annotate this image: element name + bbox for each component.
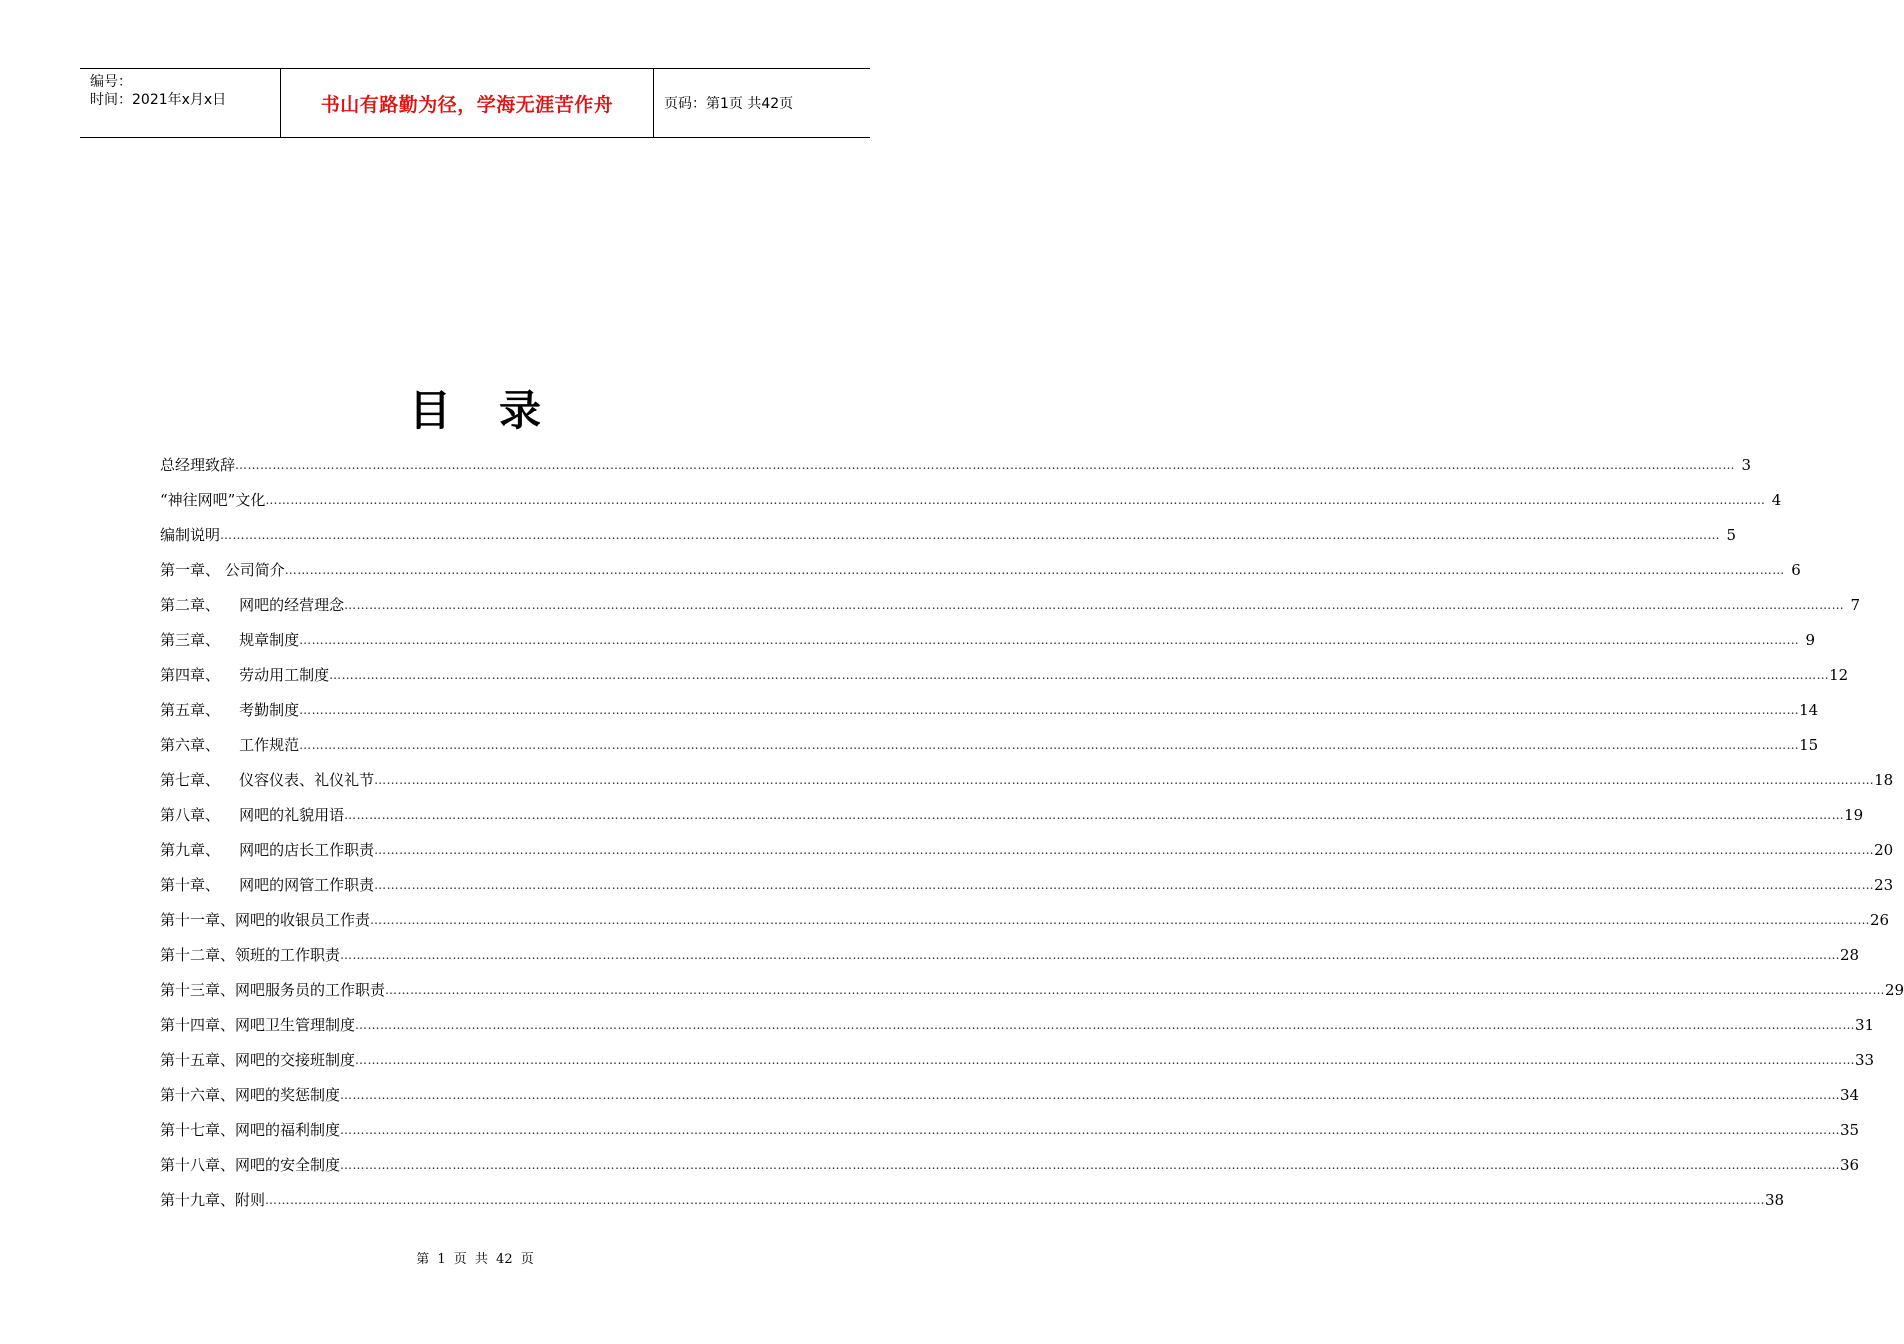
toc-entry-page: 29 — [1885, 980, 1904, 999]
toc-leader-dots: ……………………………………………………………………………………………………………………………………………………………………………………………………………………………………………………………………………………………………………………………… — [299, 738, 1800, 752]
toc-entry-label: 第九章、 网吧的店长工作职责 — [160, 841, 375, 859]
toc-entry-page: 34 — [1840, 1085, 1860, 1104]
toc-entry-page: 33 — [1855, 1050, 1875, 1069]
toc-entry-label: 第十二章、领班的工作职责 — [160, 946, 341, 964]
page-header — [80, 68, 870, 138]
toc-entry[interactable] — [160, 902, 1890, 937]
toc-entry-page: 15 — [1799, 735, 1819, 754]
toc-entry[interactable] — [160, 832, 1894, 867]
toc-entry-page: 9 — [1805, 630, 1816, 649]
toc-entry-page: 28 — [1840, 945, 1860, 964]
toc-entry-page: 12 — [1829, 665, 1849, 684]
toc-entry[interactable] — [160, 1112, 1860, 1147]
toc-entry-page: 18 — [1874, 770, 1894, 789]
toc-leader-dots: ……………………………………………………………………………………………………………………………………………………………………………………………………………………………………………………………………………………………………………………………… — [340, 1123, 1841, 1137]
toc-entry-label: 第十九章、附则 — [160, 1191, 266, 1209]
toc-leader-dots: ……………………………………………………………………………………………………………………………………………………………………………………………………………………………………………………………………………………………………………………………… — [235, 458, 1736, 472]
toc-leader-dots: ……………………………………………………………………………………………………………………………………………………………………………………………………………………………………………………………………………………………………………………………… — [370, 913, 1871, 927]
toc-entry-label: 第十六章、网吧的奖惩制度 — [160, 1086, 341, 1104]
toc-entry[interactable] — [160, 937, 1860, 972]
toc-entry-label: 第七章、 仪容仪表、礼仪礼节 — [160, 771, 375, 789]
toc-entry[interactable] — [160, 517, 1737, 552]
toc-entry-label: 第八章、 网吧的礼貌用语 — [160, 806, 345, 824]
toc-entry-label: 第十章、 网吧的网管工作职责 — [160, 876, 375, 894]
page-title: 目录 — [408, 386, 589, 435]
toc-entry[interactable] — [160, 1147, 1860, 1182]
toc-entry[interactable] — [160, 1077, 1860, 1112]
toc-entry-label: 第二章、 网吧的经营理念 — [160, 596, 345, 614]
toc-leader-dots: ……………………………………………………………………………………………………………………………………………………………………………………………………………………………………………………………………………………………………………………………… — [299, 633, 1800, 647]
toc-leader-dots: ……………………………………………………………………………………………………………………………………………………………………………………………………………………………………………………………………………………………………………………………… — [265, 1193, 1766, 1207]
document-time-label: 时间：2021年x月x日 — [90, 92, 227, 108]
toc-leader-dots: ……………………………………………………………………………………………………………………………………………………………………………………………………………………………………………………………………………………………………………………………… — [220, 528, 1721, 542]
toc-entry-page: 6 — [1791, 560, 1801, 579]
toc-entry-label: 第十三章、网吧服务员的工作职责 — [160, 981, 386, 999]
toc-leader-dots: ……………………………………………………………………………………………………………………………………………………………………………………………………………………………………………………………………………………………………………………………… — [329, 668, 1830, 682]
toc-entry-label: 第四章、 劳动用工制度 — [160, 666, 330, 684]
page-footer: 第 1 页 共 42 页 — [416, 1252, 534, 1267]
toc-leader-dots: ……………………………………………………………………………………………………………………………………………………………………………………………………………………………………………………………………………………………………………………………… — [340, 948, 1841, 962]
toc-entry-page: 14 — [1799, 700, 1819, 719]
toc-entry-label: “神往网吧”文化 — [160, 491, 266, 509]
toc-entry[interactable] — [160, 1182, 1785, 1217]
toc-entry-label: 第十七章、网吧的福利制度 — [160, 1121, 341, 1139]
toc-entry[interactable] — [160, 727, 1819, 762]
toc-entry-label: 第十八章、网吧的安全制度 — [160, 1156, 341, 1174]
toc-leader-dots: ……………………………………………………………………………………………………………………………………………………………………………………………………………………………………………………………………………………………………………………………… — [284, 563, 1785, 577]
toc-entry-page: 5 — [1726, 525, 1737, 544]
toc-entry-page: 3 — [1741, 455, 1752, 474]
toc-entry[interactable] — [160, 692, 1819, 727]
toc-entry-page: 36 — [1840, 1155, 1860, 1174]
toc-entry-label: 第十四章、网吧卫生管理制度 — [160, 1016, 356, 1034]
toc-entry-label: 编制说明 — [160, 526, 221, 544]
toc-entry-label: 第五章、 考勤制度 — [160, 701, 300, 719]
header-meta — [80, 69, 281, 137]
toc-entry-label: 第一章、 公司简介 — [160, 561, 285, 579]
toc-entry[interactable] — [160, 447, 1752, 482]
toc-entry-page: 23 — [1874, 875, 1894, 894]
toc-leader-dots: ……………………………………………………………………………………………………………………………………………………………………………………………………………………………………………………………………………………………………………………………… — [355, 1018, 1856, 1032]
toc-entry-page: 7 — [1850, 595, 1861, 614]
toc-leader-dots: ……………………………………………………………………………………………………………………………………………………………………………………………………………………………………………………………………………………………………………………………… — [374, 843, 1875, 857]
toc-entry-page: 35 — [1840, 1120, 1860, 1139]
toc-entry[interactable] — [160, 552, 1801, 587]
toc-entry-label: 第六章、 工作规范 — [160, 736, 300, 754]
toc-leader-dots: ……………………………………………………………………………………………………………………………………………………………………………………………………………………………………………………………………………………………………………………………… — [344, 808, 1845, 822]
toc-entry[interactable] — [160, 657, 1849, 692]
toc-entry-label: 总经理致辞 — [160, 456, 236, 474]
toc-entry[interactable] — [160, 972, 1904, 1007]
header-motto: 书山有路勤为径，学海无涯苦作舟 — [281, 69, 654, 137]
toc-entry[interactable] — [160, 797, 1864, 832]
toc-entry[interactable] — [160, 1007, 1875, 1042]
toc-entry-label: 第十五章、网吧的交接班制度 — [160, 1051, 356, 1069]
toc-entry[interactable] — [160, 762, 1894, 797]
toc-leader-dots: ……………………………………………………………………………………………………………………………………………………………………………………………………………………………………………………………………………………………………………………………… — [374, 773, 1875, 787]
toc-leader-dots: ……………………………………………………………………………………………………………………………………………………………………………………………………………………………………………………………………………………………………………………………… — [340, 1088, 1841, 1102]
toc-leader-dots: ……………………………………………………………………………………………………………………………………………………………………………………………………………………………………………………………………………………………………………………………… — [374, 878, 1875, 892]
toc-leader-dots: ……………………………………………………………………………………………………………………………………………………………………………………………………………………………………………………………………………………………………………………………… — [344, 598, 1845, 612]
document-number-label: 编号： — [90, 74, 132, 90]
toc-leader-dots: ……………………………………………………………………………………………………………………………………………………………………………………………………………………………………………………………………………………………………………………………… — [385, 983, 1886, 997]
toc-leader-dots: ……………………………………………………………………………………………………………………………………………………………………………………………………………………………………………………………………………………………………………………………… — [355, 1053, 1856, 1067]
toc-entry[interactable] — [160, 587, 1861, 622]
toc-entry[interactable] — [160, 482, 1782, 517]
toc-leader-dots: ……………………………………………………………………………………………………………………………………………………………………………………………………………………………………………………………………………………………………………………………… — [265, 493, 1766, 507]
toc-entry-page: 20 — [1874, 840, 1894, 859]
toc-entry-page: 31 — [1855, 1015, 1875, 1034]
toc-leader-dots: ……………………………………………………………………………………………………………………………………………………………………………………………………………………………………………………………………………………………………………………………… — [299, 703, 1800, 717]
toc-entry-label: 第十一章、网吧的收银员工作责 — [160, 911, 371, 929]
toc-entry[interactable] — [160, 1042, 1875, 1077]
toc-entry-page: 4 — [1771, 490, 1782, 509]
header-page-info: 页码：第1页 共42页 — [664, 96, 794, 112]
toc-entry-page: 19 — [1844, 805, 1864, 824]
toc-entry-page: 38 — [1765, 1190, 1785, 1209]
toc-leader-dots: ……………………………………………………………………………………………………………………………………………………………………………………………………………………………………………………………………………………………………………………………… — [340, 1158, 1841, 1172]
toc-entry-page: 26 — [1870, 910, 1890, 929]
toc-entry[interactable] — [160, 622, 1816, 657]
toc-entry[interactable] — [160, 867, 1894, 902]
toc-entry-label: 第三章、 规章制度 — [160, 631, 300, 649]
